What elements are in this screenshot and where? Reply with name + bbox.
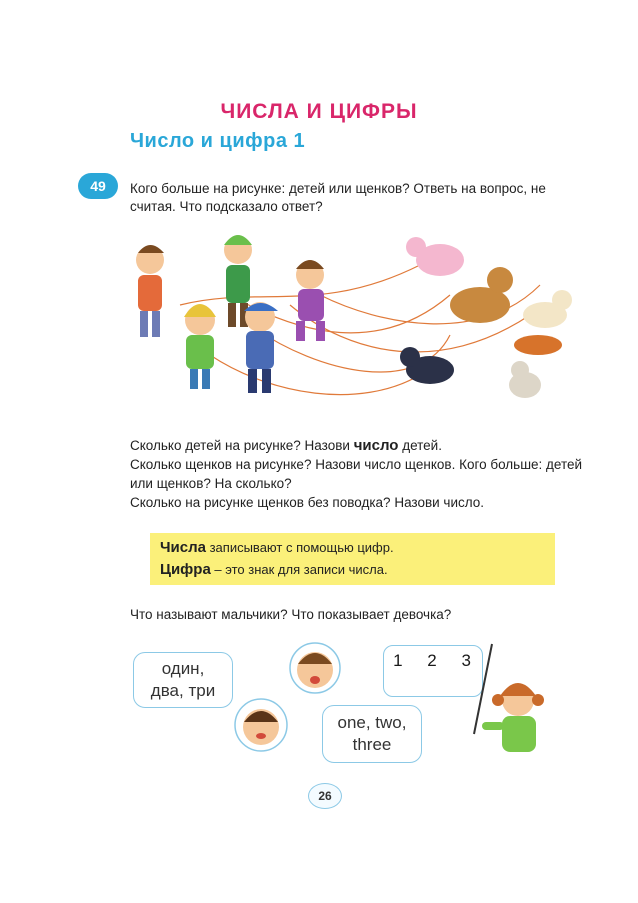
page-number: 26 — [308, 783, 342, 809]
girl-with-pointer — [468, 642, 550, 764]
child-1 — [136, 245, 164, 337]
puppy-small — [509, 361, 541, 398]
bubble-en-line-1: one, two, — [337, 713, 407, 732]
keyword-number: число — [353, 437, 399, 454]
boy-face-bottom — [233, 696, 289, 754]
rule-box — [150, 533, 555, 585]
question-line-1: Сколько детей на рисунке? Назови число детей. — [130, 437, 442, 454]
puppy-poodle — [406, 237, 464, 276]
puppy-black — [400, 347, 454, 384]
puppy-orange — [514, 335, 562, 355]
task-number-badge: 49 — [78, 173, 118, 199]
chapter-title: ЧИСЛА И ЦИФРЫ — [220, 100, 418, 123]
child-4 — [244, 302, 278, 393]
task-question: Кого больше на рисунке: детей или щенков? Ответь на вопрос, не считая. Что подсказало ответ? — [130, 181, 546, 214]
lesson-title: Число и цифра 1 — [130, 130, 306, 152]
puppy-brown — [450, 267, 513, 323]
question-line-3: Сколько на рисунке щенков без поводка? Назови число. — [130, 495, 485, 510]
rule-text-2: – это знак для записи числа. — [210, 562, 388, 577]
speech-bubble-english — [322, 705, 422, 763]
child-5 — [296, 260, 325, 341]
child-3 — [184, 304, 216, 389]
boy-face-top — [288, 640, 342, 696]
bubble-ru-line-2: два, три — [150, 681, 216, 700]
rule-text-1: записывают с помощью цифр. — [205, 540, 394, 555]
bottom-question: Что называют мальчики? Что показывает девочка? — [130, 607, 452, 622]
rule-term-numbers: Числа — [160, 539, 206, 556]
bubble-en-line-2: three — [352, 735, 392, 754]
children-puppies-illustration — [120, 225, 590, 420]
digits-board: 1 2 3 — [383, 645, 483, 697]
question-line-2: Сколько щенков на рисунке? Назови число щенков. Кого больше: детей или щенков? На сколько? — [130, 457, 583, 491]
puppy-white — [523, 290, 572, 328]
rule-term-digit: Цифра — [160, 561, 211, 578]
questions-block — [130, 436, 590, 512]
speech-bubble-russian — [133, 652, 233, 708]
bubble-ru-line-1: один, — [161, 659, 205, 678]
